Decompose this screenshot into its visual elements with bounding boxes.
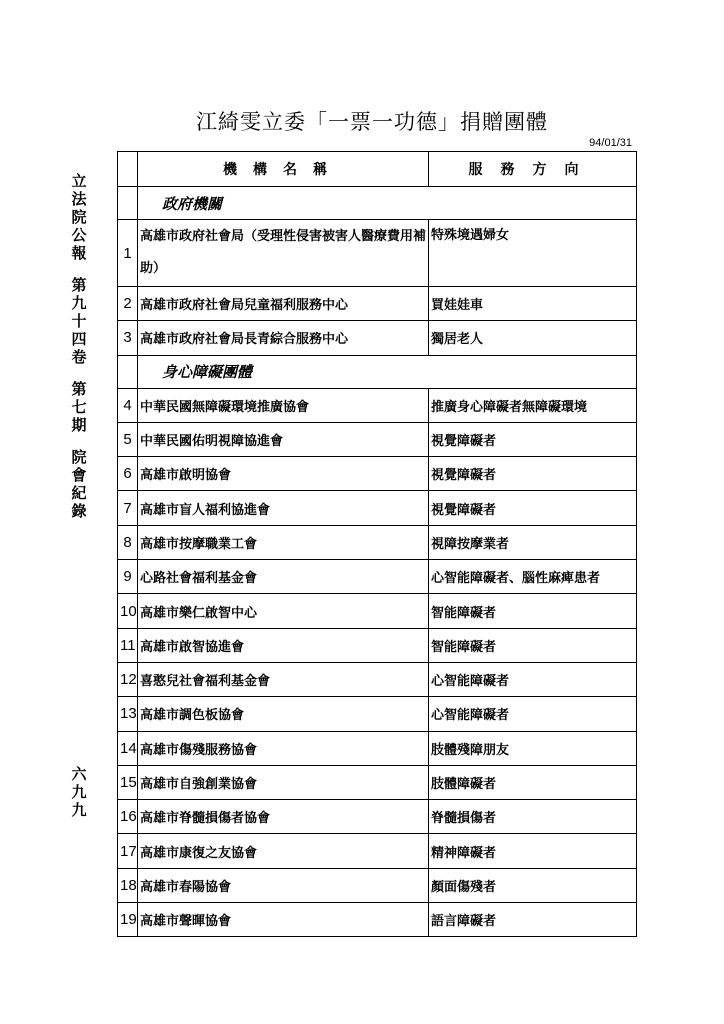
- row-number: 17: [118, 834, 138, 868]
- row-number: 18: [118, 868, 138, 902]
- document-date: 94/01/31: [589, 137, 632, 149]
- row-number: 4: [118, 388, 138, 422]
- org-name: 高雄市聲暉協會: [138, 903, 429, 937]
- table-row: [118, 388, 637, 422]
- org-name: 高雄市春陽協會: [138, 868, 429, 902]
- row-number: 3: [118, 321, 138, 355]
- org-name: 高雄市調色板協會: [138, 697, 429, 731]
- service-direction: 買娃娃車: [429, 287, 637, 321]
- org-name: 高雄市康復之友協會: [138, 834, 429, 868]
- service-direction: 肢體殘障朋友: [429, 731, 637, 765]
- service-direction: 視覺障礙者: [429, 457, 637, 491]
- table-row: [118, 800, 637, 834]
- section-number-cell: [118, 355, 138, 388]
- row-number: 5: [118, 422, 138, 456]
- table-row: [118, 321, 637, 355]
- service-direction: 心智能障礙者、腦性麻痺患者: [429, 560, 637, 594]
- row-number: 16: [118, 800, 138, 834]
- service-direction: 脊髓損傷者: [429, 800, 637, 834]
- table-row: [118, 765, 637, 799]
- service-direction: 心智能障礙者: [429, 697, 637, 731]
- journal-name: 立法院公報: [71, 172, 87, 262]
- table-row: [118, 868, 637, 902]
- section-number-cell: [118, 187, 138, 220]
- row-number: 19: [118, 903, 138, 937]
- org-name: 心路社會福利基金會: [138, 560, 429, 594]
- service-direction: 視障按摩業者: [429, 525, 637, 559]
- row-number: 11: [118, 628, 138, 662]
- org-name: 中華民國佑明視障協進會: [138, 422, 429, 456]
- document-title: 江綺雯立委「一票一功德」捐贈團體: [196, 110, 548, 134]
- org-name: 高雄市啟明協會: [138, 457, 429, 491]
- org-name: 高雄市按摩職業工會: [138, 525, 429, 559]
- table-row: [118, 491, 637, 525]
- row-number: 12: [118, 662, 138, 696]
- table-row: [118, 287, 637, 321]
- journal-issue: 第七期: [71, 380, 87, 434]
- org-name: 高雄市啟智協進會: [138, 628, 429, 662]
- service-direction: 視覺障礙者: [429, 422, 637, 456]
- org-name: 喜憨兒社會福利基金會: [138, 662, 429, 696]
- row-number: 1: [118, 220, 138, 287]
- table-row: [118, 525, 637, 559]
- service-direction: 視覺障礙者: [429, 491, 637, 525]
- section-row: [118, 355, 637, 388]
- row-number: 7: [118, 491, 138, 525]
- org-name: 高雄市自強創業協會: [138, 765, 429, 799]
- org-name: 高雄市傷殘服務協會: [138, 731, 429, 765]
- row-number: 14: [118, 731, 138, 765]
- section-label: 政府機關: [138, 187, 637, 220]
- section-row: [118, 187, 637, 220]
- donation-table: [117, 151, 637, 937]
- header-service: 服務方向: [429, 152, 637, 187]
- table-row: [118, 731, 637, 765]
- org-name: 高雄市政府社會局長青綜合服務中心: [138, 321, 429, 355]
- service-direction: 肢體障礙者: [429, 765, 637, 799]
- service-direction: 獨居老人: [429, 321, 637, 355]
- table-row: [118, 662, 637, 696]
- table-row: [118, 628, 637, 662]
- service-direction: 智能障礙者: [429, 594, 637, 628]
- org-name: 高雄市脊髓損傷者協會: [138, 800, 429, 834]
- section-label: 身心障礙團體: [138, 355, 637, 388]
- row-number: 9: [118, 560, 138, 594]
- service-direction: 語言障礙者: [429, 903, 637, 937]
- table-row: [118, 457, 637, 491]
- service-direction: 特殊境遇婦女: [429, 220, 637, 287]
- service-direction: 精神障礙者: [429, 834, 637, 868]
- org-name: 高雄市樂仁啟智中心: [138, 594, 429, 628]
- journal-section: 院會紀錄: [71, 448, 87, 520]
- service-direction: 智能障礙者: [429, 628, 637, 662]
- table-row: [118, 594, 637, 628]
- org-name: 高雄市政府社會局兒童福利服務中心: [138, 287, 429, 321]
- table-header-row: [118, 152, 637, 187]
- row-number: 10: [118, 594, 138, 628]
- header-org-name: 機構名稱: [138, 152, 429, 187]
- row-number: 6: [118, 457, 138, 491]
- journal-volume: 第九十四卷: [71, 276, 87, 366]
- org-name: 高雄市盲人福利協進會: [138, 491, 429, 525]
- table-row: [118, 834, 637, 868]
- table-row: [118, 560, 637, 594]
- org-name: 高雄市政府社會局（受理性侵害被害人醫療費用補助）: [138, 220, 429, 287]
- row-number: 15: [118, 765, 138, 799]
- table-row: [118, 697, 637, 731]
- table-row: [118, 903, 637, 937]
- table-row: [118, 422, 637, 456]
- row-number: 2: [118, 287, 138, 321]
- service-direction: 推廣身心障礙者無障礙環境: [429, 388, 637, 422]
- service-direction: 心智能障礙者: [429, 662, 637, 696]
- header-number: [118, 152, 138, 187]
- journal-sidebar: [66, 172, 92, 520]
- page-number: 六九九: [71, 765, 87, 819]
- table-row: [118, 220, 637, 287]
- row-number: 13: [118, 697, 138, 731]
- org-name: 中華民國無障礙環境推廣協會: [138, 388, 429, 422]
- service-direction: 顏面傷殘者: [429, 868, 637, 902]
- row-number: 8: [118, 525, 138, 559]
